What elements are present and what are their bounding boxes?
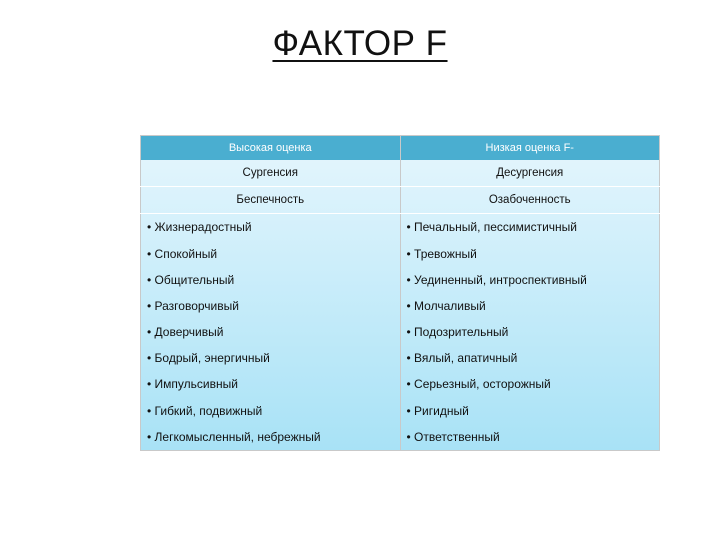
table-row — [141, 267, 660, 293]
cell-high: Беспечность — [141, 187, 401, 214]
table-row — [141, 398, 660, 424]
slide-title — [0, 22, 720, 66]
table-row — [141, 214, 660, 241]
table-row — [141, 424, 660, 451]
cell-high: • Легкомысленный, небрежный — [141, 424, 401, 451]
cell-low: • Ригидный — [400, 398, 660, 424]
header-low-score: Низкая оценка F- — [400, 136, 660, 161]
cell-low: Десургенсия — [400, 160, 660, 187]
table-row — [141, 293, 660, 319]
cell-low: • Ответственный — [400, 424, 660, 451]
cell-high: • Разговорчивый — [141, 293, 401, 319]
cell-low: • Уединенный, интроспективный — [400, 267, 660, 293]
cell-high: Сургенсия — [141, 160, 401, 187]
cell-high: • Доверчивый — [141, 319, 401, 345]
table-row — [141, 345, 660, 371]
cell-low: • Серьезный, осторожный — [400, 371, 660, 397]
cell-high: • Спокойный — [141, 241, 401, 267]
header-high-score: Высокая оценка — [141, 136, 401, 161]
table-row — [141, 241, 660, 267]
cell-high: • Бодрый, энергичный — [141, 345, 401, 371]
cell-low: • Печальный, пессимистичный — [400, 214, 660, 241]
cell-high: • Жизнерадостный — [141, 214, 401, 241]
factor-table — [140, 135, 660, 451]
table-row — [141, 319, 660, 345]
slide-title-text: ФАКТОР F — [272, 24, 448, 63]
table-row — [141, 187, 660, 214]
cell-low: • Тревожный — [400, 241, 660, 267]
table-row — [141, 160, 660, 187]
cell-high: • Общительный — [141, 267, 401, 293]
cell-high: • Гибкий, подвижный — [141, 398, 401, 424]
cell-low: Озабоченность — [400, 187, 660, 214]
table-header-row — [141, 136, 660, 161]
cell-low: • Молчаливый — [400, 293, 660, 319]
cell-high: • Импульсивный — [141, 371, 401, 397]
cell-low: • Вялый, апатичный — [400, 345, 660, 371]
table-row — [141, 371, 660, 397]
cell-low: • Подозрительный — [400, 319, 660, 345]
